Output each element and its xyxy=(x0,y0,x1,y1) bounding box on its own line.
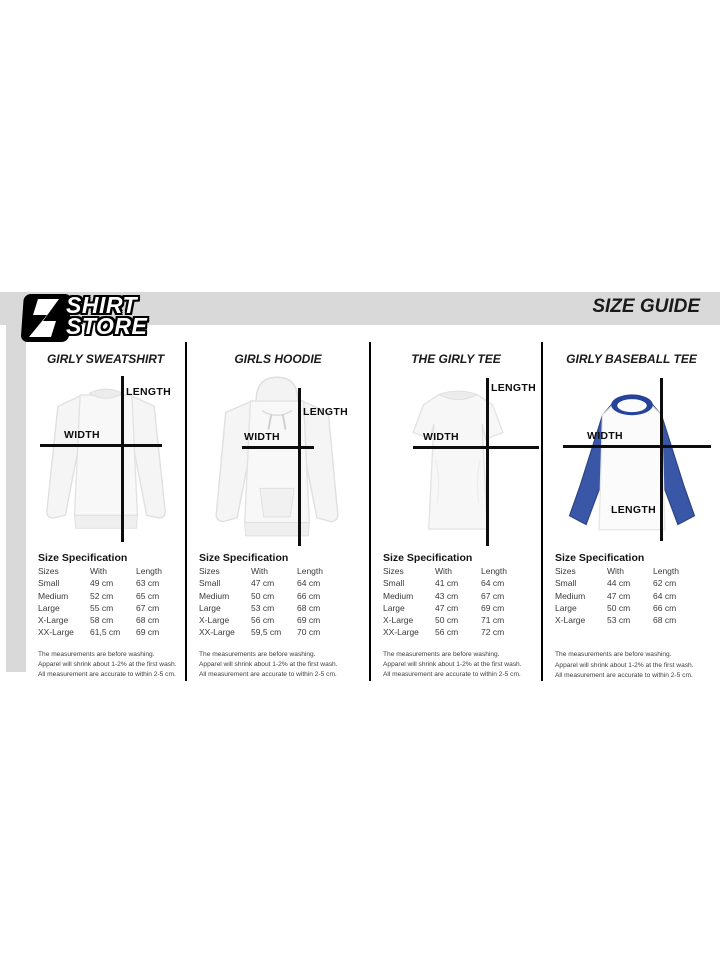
cell-size: Medium xyxy=(555,590,586,601)
cell-size: Large xyxy=(383,602,405,613)
cell-width: 53 cm xyxy=(251,602,275,613)
cell-size: X-Large xyxy=(38,615,69,626)
cell-size: XX-Large xyxy=(38,627,74,638)
logo-word-shirt: SHIRT xyxy=(66,292,138,318)
cell-size: Medium xyxy=(199,590,230,601)
column-girly-sweatshirt xyxy=(26,342,185,681)
cell-width: 47 cm xyxy=(607,590,631,601)
length-label: LENGTH xyxy=(611,504,656,516)
shirt-store-logo[interactable] xyxy=(20,293,147,343)
cell-width: 50 cm xyxy=(251,590,275,601)
note-line: All measurement are accurate to within 2-5 cm. xyxy=(38,671,176,679)
column-title: GIRLS HOODIE xyxy=(234,352,322,366)
note-line: Apparel will shrink about 1-2% at the first wash. xyxy=(383,660,522,668)
header-length: Length xyxy=(297,566,323,576)
length-measure-line xyxy=(486,378,489,546)
wash-notes xyxy=(199,650,369,681)
header-sizes: Sizes xyxy=(383,566,404,576)
table-row xyxy=(383,628,529,640)
length-label: LENGTH xyxy=(303,406,348,418)
cell-width: 47 cm xyxy=(435,602,459,613)
cell-width: 50 cm xyxy=(435,615,459,626)
logo-s-icon xyxy=(20,293,70,343)
header-sizes: Sizes xyxy=(199,566,220,576)
logo-wordmark xyxy=(66,292,148,340)
cell-length: 64 cm xyxy=(297,578,321,589)
width-measure-line xyxy=(40,444,162,447)
table-row xyxy=(199,592,345,604)
width-label: WIDTH xyxy=(423,431,459,443)
width-label: WIDTH xyxy=(587,430,623,442)
cell-width: 44 cm xyxy=(607,578,631,589)
length-label: LENGTH xyxy=(491,382,536,394)
width-measure-line xyxy=(242,446,314,449)
wash-notes xyxy=(383,650,541,681)
cell-length: 71 cm xyxy=(481,615,505,626)
table-row xyxy=(38,579,184,591)
cell-width: 56 cm xyxy=(435,627,459,638)
column-title: GIRLY BASEBALL TEE xyxy=(566,352,697,366)
wash-notes xyxy=(555,650,720,681)
cell-length: 68 cm xyxy=(653,615,677,626)
cell-width: 58 cm xyxy=(90,615,114,626)
note-line: Apparel will shrink about 1-2% at the first wash. xyxy=(199,660,338,668)
width-label: WIDTH xyxy=(244,431,280,443)
header-width: With xyxy=(90,566,107,576)
cell-width: 52 cm xyxy=(90,590,114,601)
cell-length: 67 cm xyxy=(481,590,505,601)
size-table xyxy=(38,567,184,641)
cell-size: Small xyxy=(383,578,405,589)
cell-width: 61,5 cm xyxy=(90,627,121,638)
cell-size: Large xyxy=(38,602,60,613)
note-line: All measurement are accurate to within 2-5 cm. xyxy=(383,671,521,679)
baseball-tee-image xyxy=(551,384,713,540)
column-title: GIRLY SWEATSHIRT xyxy=(46,352,165,366)
cell-size: Small xyxy=(555,578,577,589)
cell-size: Medium xyxy=(38,590,69,601)
cell-size: Large xyxy=(199,602,221,613)
cell-width: 59,5 cm xyxy=(251,627,282,638)
length-label: LENGTH xyxy=(126,386,171,398)
tee-image xyxy=(389,374,527,546)
cell-size: Medium xyxy=(383,590,414,601)
note-line: The measurements are before washing. xyxy=(383,650,500,658)
cell-width: 50 cm xyxy=(607,602,631,613)
header-sizes: Sizes xyxy=(38,566,59,576)
cell-size: X-Large xyxy=(383,615,414,626)
spec-title: Size Specification xyxy=(555,552,645,564)
cell-length: 64 cm xyxy=(481,578,505,589)
width-measure-line xyxy=(563,445,711,448)
note-line: The measurements are before washing. xyxy=(38,650,155,658)
length-measure-line xyxy=(121,376,124,542)
table-row xyxy=(38,628,184,640)
cell-size: XX-Large xyxy=(199,627,235,638)
hoodie-image xyxy=(201,370,353,546)
size-specification xyxy=(38,552,185,641)
logo-word-store: STORE xyxy=(66,313,148,340)
cell-size: Small xyxy=(199,578,221,589)
column-girly-baseball-tee xyxy=(541,342,720,681)
cell-length: 64 cm xyxy=(653,590,677,601)
header-length: Length xyxy=(481,566,507,576)
cell-length: 65 cm xyxy=(136,590,160,601)
table-row xyxy=(555,592,701,604)
baseball-tee-figure xyxy=(543,368,720,548)
cell-width: 43 cm xyxy=(435,590,459,601)
cell-length: 68 cm xyxy=(136,615,160,626)
column-the-girly-tee xyxy=(369,342,541,681)
cell-length: 66 cm xyxy=(297,590,321,601)
cell-size: XX-Large xyxy=(383,627,419,638)
table-row xyxy=(199,628,345,640)
note-line: All measurement are accurate to within 2-5 cm. xyxy=(199,671,337,679)
cell-length: 62 cm xyxy=(653,578,677,589)
cell-length: 63 cm xyxy=(136,578,160,589)
header-length: Length xyxy=(653,566,679,576)
hoodie-figure xyxy=(187,368,369,548)
cell-size: Large xyxy=(555,602,577,613)
size-specification xyxy=(199,552,369,641)
cell-length: 72 cm xyxy=(481,627,505,638)
size-table xyxy=(199,567,345,641)
spec-title: Size Specification xyxy=(199,552,289,564)
spec-title: Size Specification xyxy=(38,552,128,564)
cell-size: X-Large xyxy=(199,615,230,626)
cell-width: 53 cm xyxy=(607,615,631,626)
note-line: Apparel will shrink about 1-2% at the first wash. xyxy=(555,661,694,669)
cell-length: 69 cm xyxy=(297,615,321,626)
header-width: With xyxy=(251,566,268,576)
cell-size: Small xyxy=(38,578,60,589)
note-line: The measurements are before washing. xyxy=(199,650,316,658)
note-line: Apparel will shrink about 1-2% at the first wash. xyxy=(38,660,177,668)
sweatshirt-figure xyxy=(26,368,185,548)
header-sizes: Sizes xyxy=(555,566,576,576)
cell-width: 56 cm xyxy=(251,615,275,626)
column-girls-hoodie xyxy=(185,342,369,681)
cell-size: X-Large xyxy=(555,615,586,626)
note-line: The measurements are before washing. xyxy=(555,651,672,659)
cell-width: 47 cm xyxy=(251,578,275,589)
header-width: With xyxy=(607,566,624,576)
size-table xyxy=(383,567,529,641)
note-line: All measurement are accurate to within 2-5 cm. xyxy=(555,671,693,679)
size-specification xyxy=(383,552,541,641)
wash-notes xyxy=(38,650,185,681)
header-length: Length xyxy=(136,566,162,576)
size-guide-columns xyxy=(26,342,720,679)
cell-length: 69 cm xyxy=(481,602,505,613)
cell-width: 49 cm xyxy=(90,578,114,589)
width-label: WIDTH xyxy=(64,429,100,441)
length-measure-line xyxy=(298,388,301,546)
spec-title: Size Specification xyxy=(383,552,473,564)
table-row xyxy=(383,592,529,604)
header-width: With xyxy=(435,566,452,576)
table-row xyxy=(555,579,701,591)
tee-figure xyxy=(371,368,541,548)
length-measure-line xyxy=(660,378,663,541)
table-row xyxy=(38,592,184,604)
cell-length: 70 cm xyxy=(297,627,321,638)
cell-length: 68 cm xyxy=(297,602,321,613)
cell-length: 69 cm xyxy=(136,627,160,638)
cell-width: 55 cm xyxy=(90,602,114,613)
left-gray-strip xyxy=(6,325,26,672)
cell-width: 41 cm xyxy=(435,578,459,589)
cell-length: 67 cm xyxy=(136,602,160,613)
table-row xyxy=(555,616,701,628)
size-table xyxy=(555,567,701,628)
size-specification xyxy=(555,552,720,628)
cell-length: 66 cm xyxy=(653,602,677,613)
column-title: THE GIRLY TEE xyxy=(411,352,501,366)
page-title: SIZE GUIDE xyxy=(592,296,700,317)
width-measure-line xyxy=(413,446,539,449)
table-row xyxy=(383,579,529,591)
table-row xyxy=(199,579,345,591)
